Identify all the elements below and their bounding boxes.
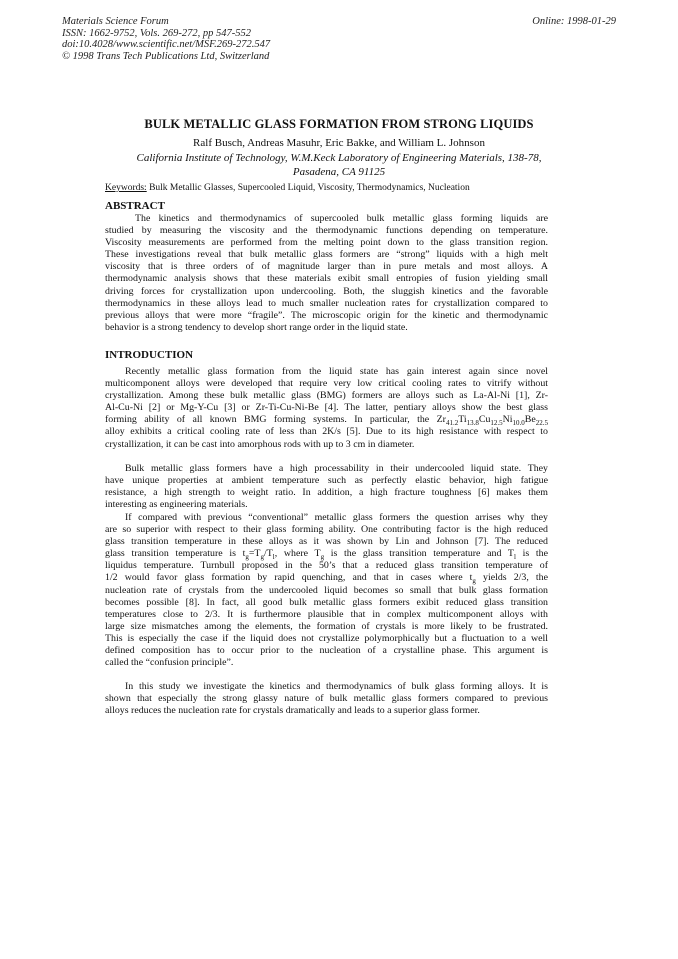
text-line: nucleation rate of crystals from the undercooled liquid becomes so small that bulk glass formation	[105, 584, 548, 596]
introduction-paragraph-4	[105, 681, 548, 717]
text-line: thermodynamic analysis shows that these materials exibit small entropies of fusion yielding small	[105, 273, 548, 285]
introduction-paragraph-1	[105, 366, 548, 451]
issn-line: ISSN: 1662-9752, Vols. 269-272, pp 547-552	[62, 27, 251, 39]
paper-title: BULK METALLIC GLASS FORMATION FROM STRONG LIQUIDS	[144, 117, 534, 131]
text-line: previous alloys that were more “fragile”. The microscopic origin for the kinetic and thermodynamic	[105, 309, 548, 321]
text-line: The kinetics and thermodynamics of supercooled bulk metallic glass forming liquids are	[135, 213, 548, 224]
journal-header	[62, 16, 270, 62]
formula-line	[105, 414, 548, 426]
alloy-formula	[436, 414, 549, 428]
keywords-text: Bulk Metallic Glasses, Supercooled Liquid, Viscosity, Thermodynamics, Nucleation	[149, 183, 470, 193]
copyright-line: © 1998 Trans Tech Publications Ltd, Switzerland	[62, 50, 270, 62]
subscript: g	[245, 553, 249, 562]
text-line: alloy exhibits a critical cooling rate of less than 2K/s [5]. Due to its high resistance with respect to	[105, 426, 548, 438]
text-line: These investigations reveal that bulk metallic glass formers are “strong” liquids with a high melt	[105, 249, 548, 261]
element-symbol: Ni	[502, 414, 513, 426]
text-line: called the “confusion principle”.	[105, 657, 234, 669]
text-line: Recently metallic glass formation from the liquid state has gain interest again since novel	[125, 366, 548, 377]
affiliation-line: California Institute of Technology, W.M.Keck Laboratory of Engineering Materials, 138-78,	[136, 152, 542, 164]
text-line: have unique properties at ambient temperature such as perfectly elastic behavior, high fatigue	[105, 475, 548, 487]
element-fraction: 10.0	[512, 419, 525, 428]
text-line: interesting as engineering materials.	[105, 499, 248, 511]
subscript: l	[513, 553, 516, 562]
subscript: g	[472, 577, 476, 586]
journal-name: Materials Science Forum	[62, 16, 169, 27]
abstract-body	[105, 213, 548, 334]
text-line: If compared with previous “conventional” metallic glass formers the question arrises why they	[125, 512, 548, 523]
text-line: alloys reduces the nucleation rate for crystals dramatically and leads to a superior glass former.	[105, 705, 480, 717]
text-fragment: is the glass transition temperature and T	[324, 548, 514, 560]
abstract-heading: ABSTRACT	[105, 200, 165, 212]
text-line: becomes possible [8]. In fact, all good bulk metallic glass formers exibit reduced glass transition	[105, 596, 548, 608]
element-fraction: 41.2	[445, 419, 459, 428]
element-symbol: Zr	[436, 414, 446, 426]
formula-line	[105, 548, 548, 560]
text-fragment: , where T	[274, 548, 321, 560]
text-line: temperatures close to 2/3. It is furthermore plausible that in complex multicomponent alloys with	[105, 608, 548, 620]
text-fragment: yields 2/3, the	[475, 572, 548, 584]
element-fraction: 22.5	[535, 419, 549, 428]
online-date: Online: 1998-01-29	[532, 16, 616, 27]
text-line: Bulk metallic glass formers have a high processability in their undercooled liquid state. They	[125, 463, 548, 474]
subscript: l	[272, 553, 275, 562]
affiliation-line: Pasadena, CA 91125	[292, 166, 386, 178]
text-line: Viscosity measurements are performed from the melting point down to the glass transition region.	[105, 237, 548, 249]
element-fraction: 13.8	[466, 419, 479, 428]
text-line: In this study we investigate the kinetics and thermodynamics of bulk glass forming alloys. It is	[125, 681, 548, 692]
text-fragment: forming ability of all known BMG forming systems. In particular, the	[105, 414, 430, 426]
text-line: liquidus temperature. Turnbull proposed in the 50’s that a reduced glass transition temperature of	[105, 560, 548, 572]
text-fragment: =T	[248, 548, 261, 560]
subscript: g	[260, 553, 264, 562]
element-symbol: Cu	[478, 414, 491, 426]
text-line: viscosity that is three orders of of magnitude larger than in pure metals and most alloys. A	[105, 261, 548, 273]
text-line: behavior is a strong tendency to develop short range order in the liquid state.	[105, 321, 408, 333]
text-line: resistance, a high strength to weight ratio. In addition, a high fracture toughness [6] makes them	[105, 487, 548, 499]
text-line: studied by measuring the viscosity and the thermodynamic functions depending on temperature.	[105, 225, 548, 237]
element-symbol: Be	[524, 414, 536, 426]
text-fragment: is the	[515, 548, 548, 560]
text-line: Al-Cu-Ni [2] or Mg-Y-Cu [3] or Zr-Ti-Cu-Ni-Be [4]. The latter, pentiary alloys show the best glass	[105, 402, 548, 414]
paper-authors: Ralf Busch, Andreas Masuhr, Eric Bakke, and William L. Johnson	[193, 137, 485, 149]
text-line: large size mismatches among the elements, the formation of crystals is more likely to be frustrated.	[105, 620, 548, 632]
text-line: This is especially the case if the liquid does not crystallize polymorphically but a fluctuation to a well	[105, 632, 548, 644]
element-symbol: Ti	[458, 414, 467, 426]
text-line: shown that especially the strong glassy nature of bulk metallic glass formers compared to previous	[105, 693, 548, 705]
text-line: defined composition has to occur prior to the nucleation of a crystalline phase. This argument is	[105, 645, 548, 657]
text-line: are so superior with respect to their glass forming ability. One contributing factor is the high reduced	[105, 524, 548, 536]
text-line: driving forces for crystallization upon undercooling. Both, the sluggish kinetics and the favorable	[105, 285, 548, 297]
subscript: g	[320, 553, 325, 562]
text-line: glass transition temperature in these alloys as it was shown by Lin and Johnson [7]. The reduced	[105, 536, 548, 548]
keywords-line	[105, 183, 470, 193]
element-fraction: 12.5	[490, 419, 503, 428]
formula-line	[105, 572, 548, 584]
text-line: multicomponent alloys were developed that require very low critical cooling rates to vitrify without	[105, 378, 548, 390]
text-line: crystallization, it can be cast into amorphous rods with up to 3 cm in diameter.	[105, 438, 415, 450]
introduction-paragraph-2	[105, 463, 548, 511]
introduction-heading: INTRODUCTION	[105, 349, 194, 361]
keywords-label: Keywords:	[105, 183, 147, 193]
text-line: thermodynamics in these alloys lead to much smaller nucleation rates for crystallization compared to	[105, 297, 548, 309]
text-line: crystallization. Among these bulk metallic glass (BMG) formers are alloys such as La-Al-Ni [1], Zr-	[105, 390, 548, 402]
paper-affiliation	[0, 151, 678, 179]
text-fragment: 1/2 would favor glass formation by rapid quenching, and that in cases where t	[105, 572, 473, 584]
text-fragment: /T	[263, 548, 273, 560]
text-fragment: glass transition temperature is t	[105, 548, 246, 560]
introduction-paragraph-3	[105, 512, 548, 669]
doi-link[interactable]: doi:10.4028/www.scientific.net/MSF.269-272.547	[62, 39, 271, 50]
